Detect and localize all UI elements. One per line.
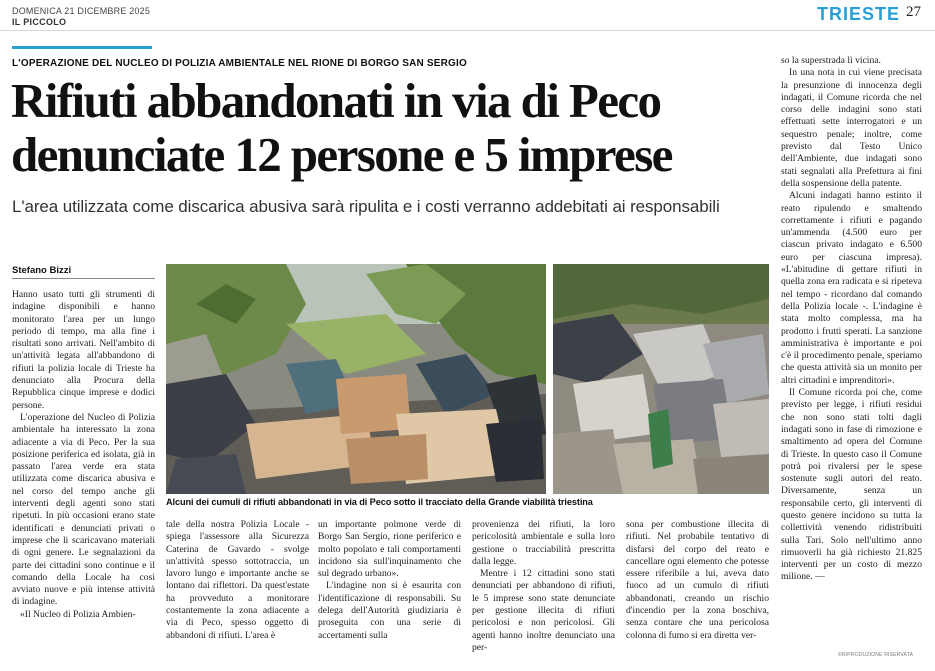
rubble-and-bags-photo	[553, 264, 769, 494]
photo-rubble-and-bags	[553, 264, 769, 494]
body-column-1	[12, 289, 155, 659]
paragraph: Hanno usato tutti gli strumenti di indagine disponibili e hanno monitorato l'area per un lungo periodo di tempo, ma alla fine i risultati sono arrivati. Nell'ambito di un'attività legata all'abbandono di rifiuti la polizia locale di Trieste ha denunciato alla Procura della Repubblica cinque imprese e dodici persone.	[12, 289, 155, 411]
article-kicker: L'OPERAZIONE DEL NUCLEO DI POLIZIA AMBIENTALE NEL RIONE DI BORGO SAN SERGIO	[12, 58, 467, 69]
page-number: 27	[906, 4, 921, 20]
headline-line-1: Rifiuti abbandonati in via di Peco	[11, 73, 661, 128]
byline-divider	[12, 278, 155, 279]
section-title: TRIESTE	[817, 4, 901, 24]
edition-date: DOMENICA 21 DICEMBRE 2025	[12, 6, 151, 16]
paragraph: «Il Nucleo di Polizia Ambien-	[20, 608, 136, 620]
paragraph: Mentre i 12 cittadini sono stati denunciati per abbandono di rifiuti, le 5 imprese sono state denunciate per gestione illecita di rifiuti pericolosi e non pericolosi. Gli agenti hanno inoltre denunciato una per-	[472, 568, 615, 653]
body-column-4	[472, 519, 615, 664]
paragraph: In una nota in cui viene precisata la presunzione di innocenza degli indagati, il Comune ricorda che nel corso delle indagini sono stati effettuati sette interrogatori e un sequestro penale; inoltre, come previsto dal Testo Unico dell'Ambiente, due indagati sono stati segnalati alla Prefettura ai fini della sospensione della patente.	[781, 67, 922, 189]
header-divider	[0, 30, 935, 31]
paragraph: L'indagine non si è esaurita con l'identificazione di responsabili. Su delega dell'Autorità giudiziaria è proseguita con una serie di accertamenti sulla	[318, 580, 461, 641]
accent-bar	[12, 46, 152, 49]
paragraph: L'operazione del Nucleo di Polizia ambientale ha interessato la zona adiacente a via di Peco. Per la sua posizione periferica ed isolata, già in passato l'area verde era stata utilizzata come discarica abusiva e nel corso del tempo anche gli interventi degli agenti sono stati ripetuti. In più occasioni erano state identificati e denunciati privati o imprese che li scaricavano materiali di ogni genere. Le segnalazioni da parte dei cittadini sono continue e il comando della Locale ha così avviato nuove e più intense attività di indagine.	[12, 411, 155, 608]
body-column-2	[166, 519, 309, 664]
photo-roadside-waste	[166, 264, 546, 494]
paragraph: provenienza dei rifiuti, la loro pericolosità ambientale e sulla loro gestione o tracciabilità prescritta dalla legge.	[472, 519, 615, 567]
body-column-3	[318, 519, 461, 664]
article-subhead: L'area utilizzata come discarica abusiva sarà ripulita e i costi verranno addebitati ai responsabili	[12, 197, 720, 216]
body-column-6	[781, 55, 922, 645]
paragraph: tale della nostra Polizia Locale - spiega l'assessore alla Sicurezza Caterina de Gavardo - svolge un'attività spesso sottotraccia, un lavoro lungo e importante anche se lontano dai riflettori. Da quest'estate ha provveduto a monitorare costantemente la zona adiacente a via di Peco, spesso oggetto di abbandoni di rifiuti. L'area è	[166, 519, 309, 641]
paragraph: so la superstrada lì vicina.	[781, 55, 881, 66]
paragraph: un importante polmone verde di Borgo San Sergio, rione periferico e molto popolato e tali comportamenti incidono sia sull'inquinamento che sul degrado urbano».	[318, 519, 461, 580]
paragraph: Il Comune ricorda poi che, come previsto per legge, i rifiuti residui che non sono stati tolti dagli indagati sono in fase di rimozione e smaltimento ad opera del Comune di Trieste. In questo caso il Comune potrà poi rivalersi per le spese sostenute sugli autori del reato. Diversamente, senza un responsabile certo, gli interventi di questo genere incidono su tutta la collettività venendo ridistribuiti sulla Tari. Solo nell'ultimo anno rimuoverli ha già richiesto 21.825 interventi per un costo di mezzo milione. —	[781, 387, 922, 583]
roadside-dumped-waste-photo	[166, 264, 546, 494]
paragraph: sona per combustione illecita di rifiuti. Nel probabile tentativo di disfarsi del corpo del reato e cancellare ogni elemento che potesse essere riferibile a lui, aveva dato fuoco ad un cumulo di rifiuti abbandonati, creando un rischio d'incendio per la zona boschiva, senza contare che una pericolosa colonna di fumo si era diretta ver-	[626, 519, 769, 641]
article-headline	[11, 74, 781, 182]
byline: Stefano Bizzi	[12, 265, 72, 276]
headline-line-2: denunciate 12 persone e 5 imprese	[11, 127, 672, 182]
body-column-5	[626, 519, 769, 664]
photo-caption: Alcuni dei cumuli di rifiuti abbandonati in via di Peco sotto il tracciato della Grande viabilità triestina	[166, 497, 593, 507]
newspaper-name: IL PICCOLO	[12, 17, 67, 27]
paragraph: Alcuni indagati hanno estinto il reato ripulendo e smaltendo correttamente i rifiuti e pagando un'ammenda (4.500 euro per ciascun privato indagato e 6.500 euro per ciascuna impresa). «L'abitudine di gettare rifiuti in quella zona era radicata e si ripeteva nel tempo - ricordano dal comando della Polizia locale -. L'indagine è stata molto complessa, ma ha prodotto i frutti sperati. La sanzione amministrativa è importante e poi c'è il procedimento penale, speriamo che questa attività sia un monito per altri cittadini e imprenditori».	[781, 190, 922, 386]
copyright-notice: ©RIPRODUZIONE RISERVATA	[838, 652, 914, 658]
